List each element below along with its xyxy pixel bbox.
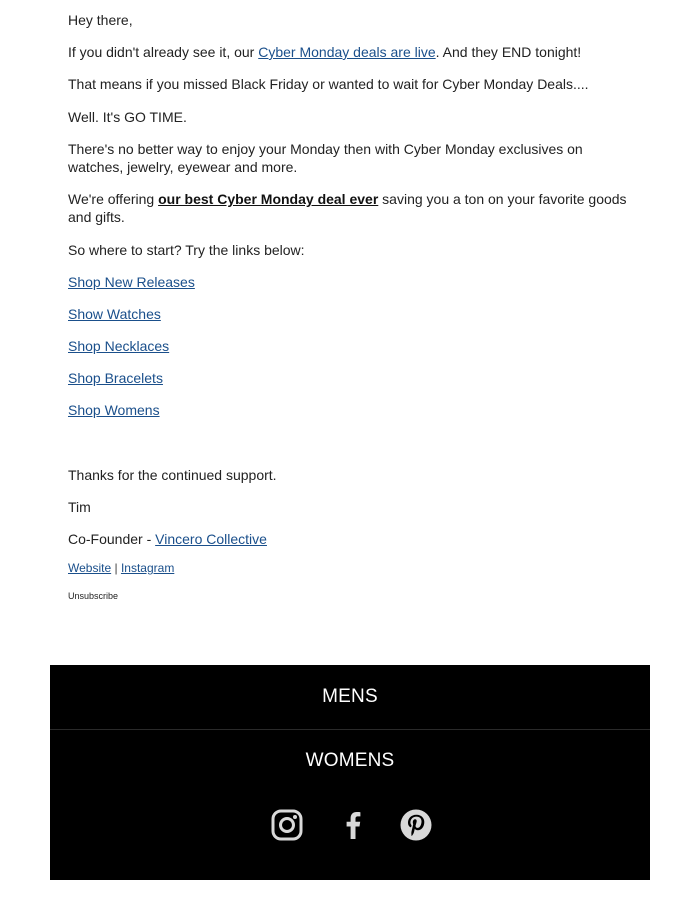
womens-link[interactable]: WOMENS xyxy=(305,750,395,771)
vincero-collective-link[interactable]: Vincero Collective xyxy=(155,531,267,547)
shop-bracelets-link[interactable]: Shop Bracelets xyxy=(68,370,163,386)
black-friday-line: That means if you missed Black Friday or wanted to wait for Cyber Monday Deals.... xyxy=(68,76,589,92)
where-to-start-line: So where to start? Try the links below: xyxy=(68,242,305,258)
list-item xyxy=(68,401,638,419)
link-separator: | xyxy=(114,561,118,575)
signature-name: Tim xyxy=(68,499,91,515)
shop-necklaces-link[interactable]: Shop Necklaces xyxy=(68,338,170,354)
cofounder-line: Co-Founder - Vincero Collective xyxy=(68,531,267,547)
unsubscribe-link[interactable]: Unsubscribe xyxy=(68,591,119,601)
shop-womens-link[interactable]: Shop Womens xyxy=(68,402,160,418)
footer-nav xyxy=(50,665,650,880)
instagram-link[interactable]: Instagram xyxy=(120,561,175,575)
greeting: Hey there, xyxy=(68,12,133,28)
pinterest-icon[interactable] xyxy=(399,808,433,842)
exclusives-paragraph: There's no better way to enjoy your Monday then with Cyber Monday exclusives on watches, jewelry, eyewear and more. xyxy=(68,141,583,175)
offer-paragraph: We're offering our best Cyber Monday deal ever saving you a ton on your favorite goods and gifts. xyxy=(68,191,627,225)
intro-line: If you didn't already see it, our Cyber Monday deals are live. And they END tonight! xyxy=(68,44,582,60)
mens-link[interactable]: MENS xyxy=(322,686,378,707)
shop-new-releases-link[interactable]: Shop New Releases xyxy=(68,274,195,290)
list-item xyxy=(68,273,638,291)
cyber-monday-deals-link[interactable]: Cyber Monday deals are live xyxy=(258,44,436,60)
website-link[interactable]: Website xyxy=(68,561,112,575)
facebook-icon[interactable] xyxy=(336,808,370,842)
signature-links xyxy=(68,561,638,575)
go-time-line: Well. It's GO TIME. xyxy=(68,109,187,125)
best-deal-link[interactable]: our best Cyber Monday deal ever xyxy=(158,191,379,207)
footer-divider xyxy=(50,729,650,730)
list-item xyxy=(68,305,638,323)
show-watches-link[interactable]: Show Watches xyxy=(68,306,161,322)
instagram-icon[interactable] xyxy=(270,808,304,842)
thanks-line: Thanks for the continued support. xyxy=(68,467,277,483)
list-item xyxy=(68,369,638,387)
social-icons xyxy=(50,808,650,842)
list-item xyxy=(68,337,638,355)
